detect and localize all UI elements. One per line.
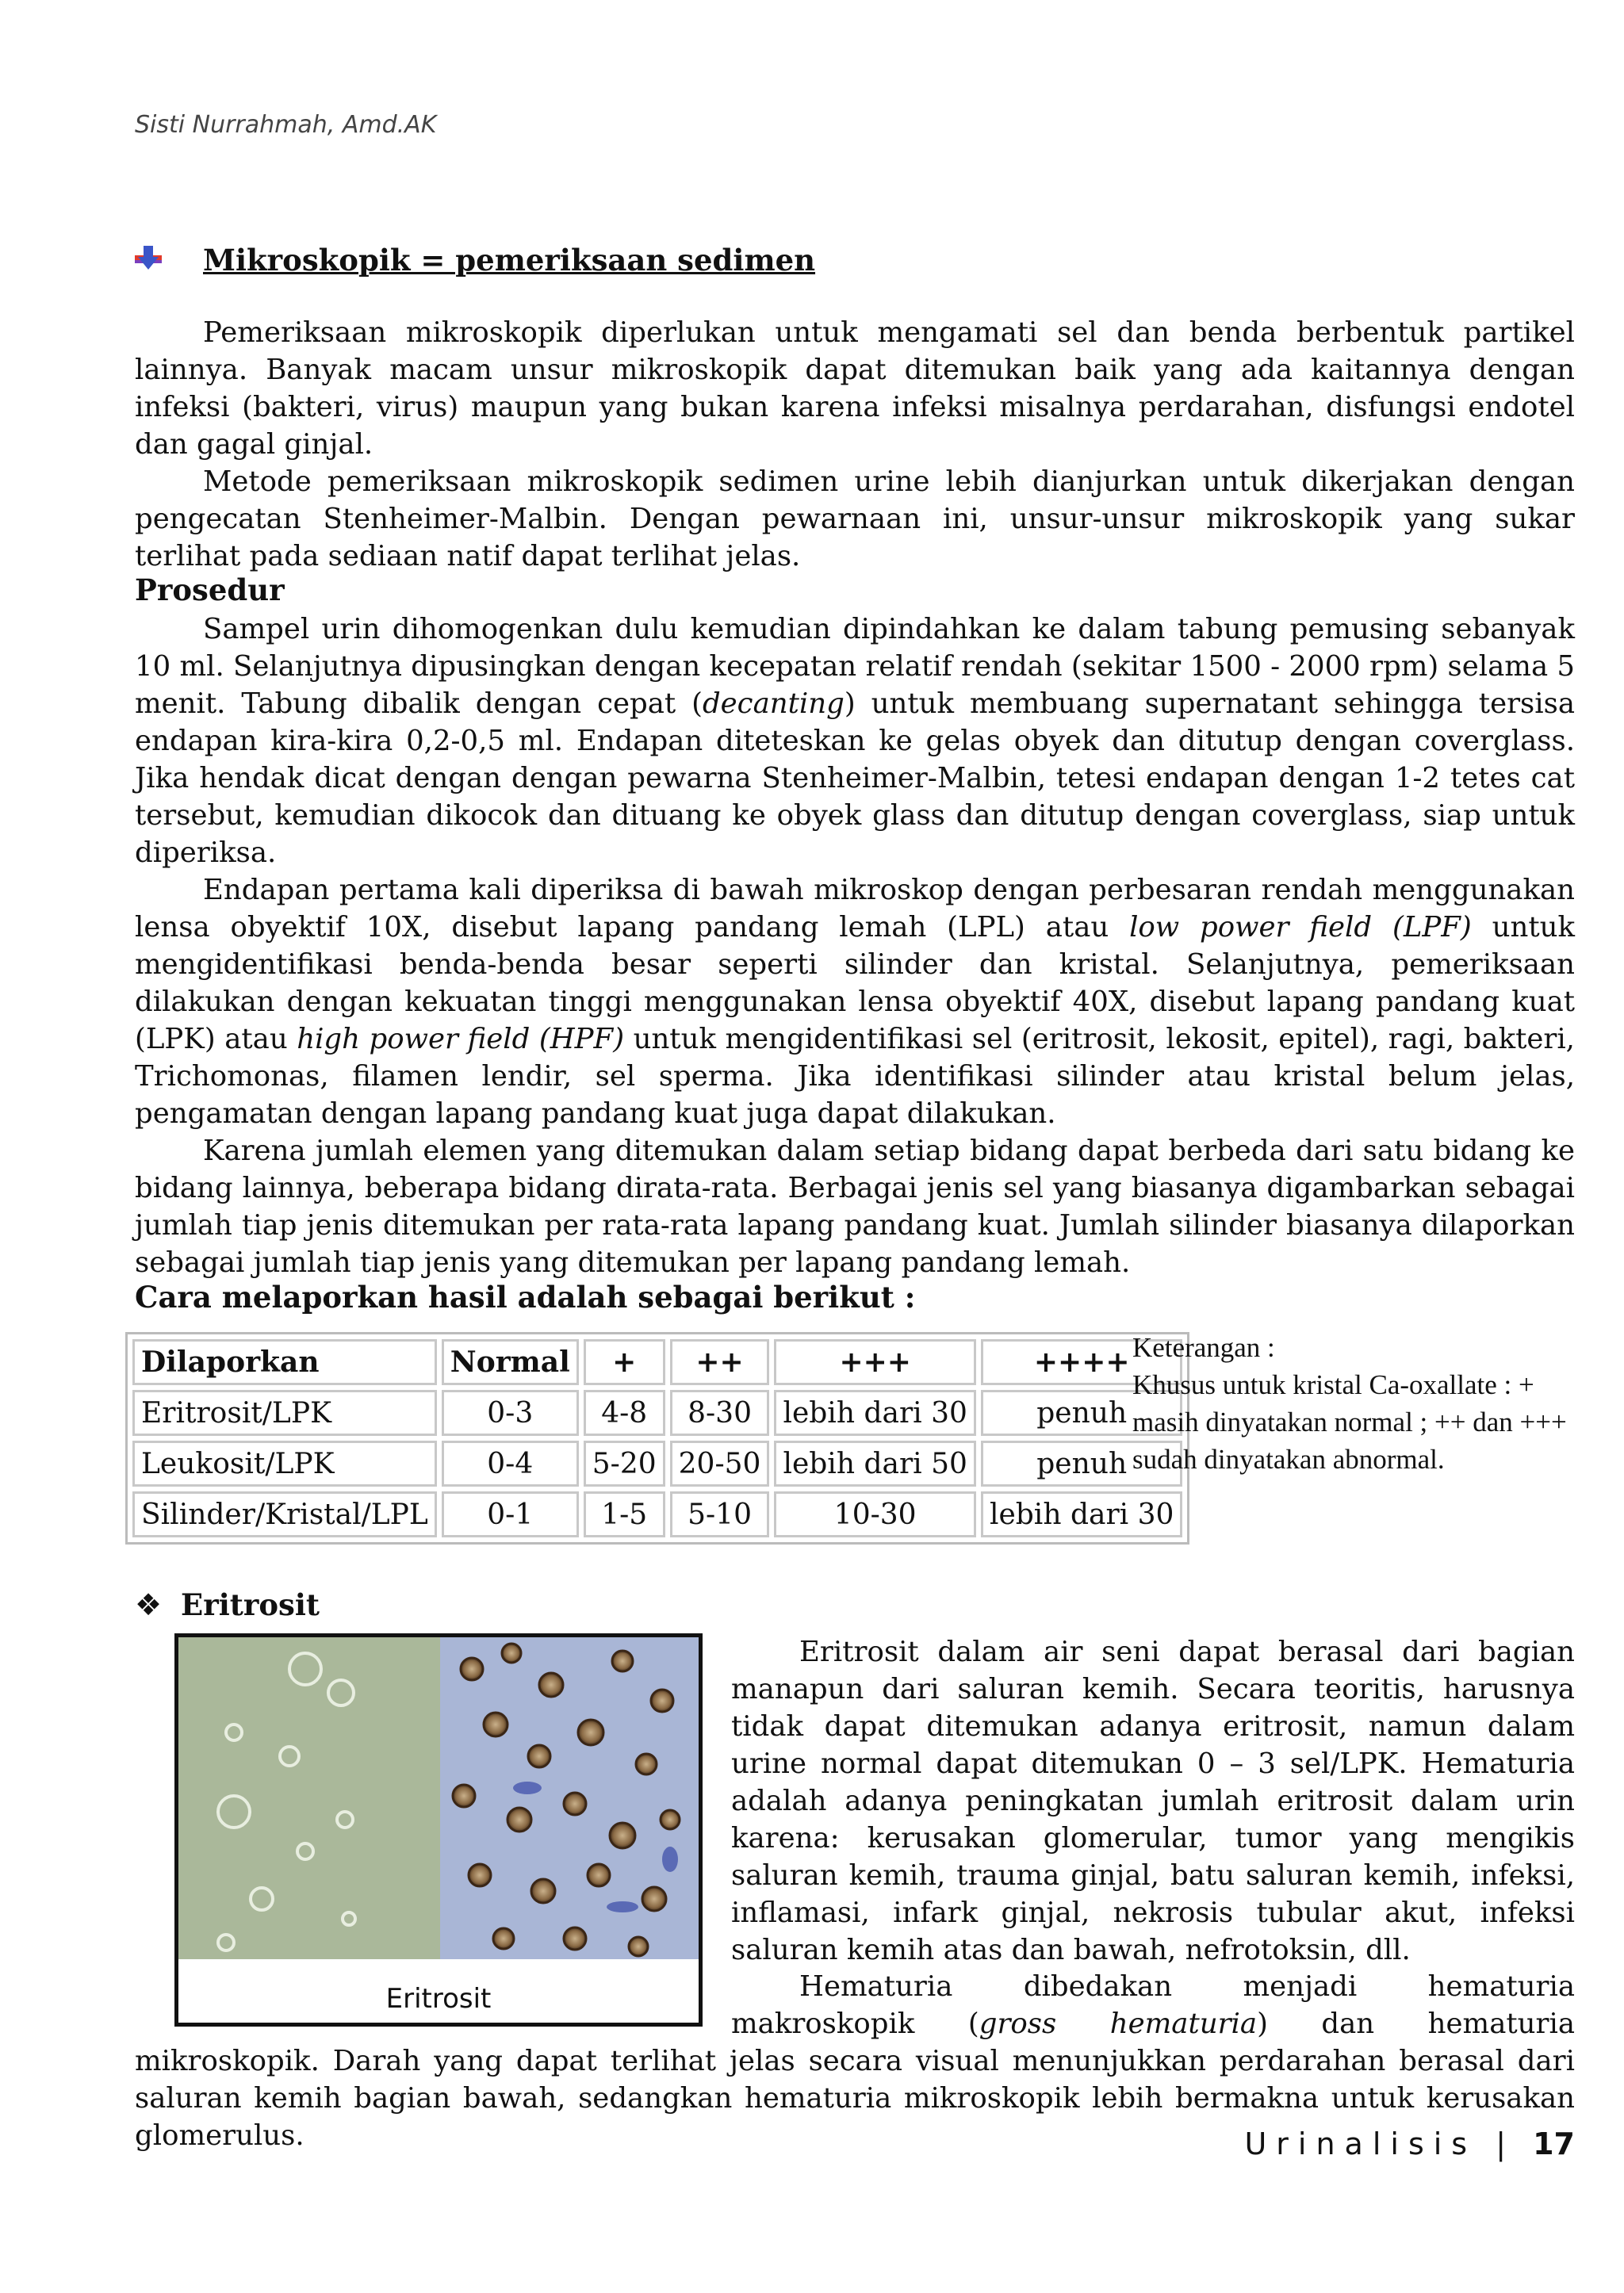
note-body: Khusus untuk kristal Ca-oxallate : + masih dinyatakan normal ; ++ dan +++ sudah dinyatakan abnormal. — [1132, 1369, 1567, 1475]
table-cell: 8-30 — [670, 1390, 770, 1436]
table-cell: penuh — [981, 1390, 1183, 1436]
page-number: 17 — [1533, 2126, 1575, 2161]
table-header-row — [132, 1339, 1182, 1385]
table-row — [132, 1441, 1182, 1487]
table-cell: lebih dari 50 — [774, 1441, 976, 1487]
prosedur-paragraph-1: Sampel urin dihomogenkan dulu kemudian dipindahkan ke dalam tabung pemusing sebanyak 10 ml. Selanjutnya dipusingkan dengan kecepatan relatif rendah (sekitar 1500 - 2000 rpm) selama 5 menit. Tabung dibalik dengan cepat (decanting) untuk membuang supernatant sehingga tersisa endapan kira-kira 0,2-0,5 ml. Endapan diteteskan ke gelas obyek dan ditutup dengan coverglass. Jika hendak dicat dengan dengan pewarna Stenheimer-Malbin, tetesi endapan dengan 1-2 tetes cat tersebut, kemudian dikocok dan dituang ke obyek glass dan ditutup dengan coverglass, siap untuk diperiksa. — [135, 613, 1576, 869]
table-note — [1132, 1329, 1600, 1478]
table-cell: 4-8 — [584, 1390, 665, 1436]
table-row — [132, 1390, 1182, 1436]
prosedur-text — [135, 611, 1575, 1281]
table-cell: lebih dari 30 — [774, 1390, 976, 1436]
micrograph-image — [178, 1637, 699, 2023]
eritrosit-text — [731, 1633, 1575, 1969]
note-title: Keterangan : — [1132, 1332, 1275, 1363]
float-spacer — [135, 1968, 731, 2042]
intro-paragraph-2: Metode pemeriksaan mikroskopik sedimen urine lebih dianjurkan untuk dikerjakan dengan pengecatan Stenheimer-Malbin. Dengan pewarnaan ini, unsur-unsur mikroskopik yang sukar terlihat pada sediaan natif dapat terlihat jelas. — [135, 465, 1575, 572]
column-header: +++ — [774, 1339, 976, 1385]
hematuria-paragraph: Hematuria dibedakan menjadi hematuria makroskopik (gross hematuria) dan hematuria mikroskopik. Darah yang dapat terlihat jelas secara visual menunjukkan perdarahan berasal dari saluran kemih bagian bawah, sedangkan hematuria mikroskopik lebih bermakna untuk kerusakan glomerulus. — [135, 1970, 1575, 2152]
table-cell: Leukosit/LPK — [132, 1441, 437, 1487]
prosedur-paragraph-2: Endapan pertama kali diperiksa di bawah mikroskop dengan perbesaran rendah menggunakan lensa obyektif 10X, disebut lapang pandang lemah (LPL) atau low power field (LPF) untuk mengidentifikasi benda-benda besar seperti silinder dan kristal. Selanjutnya, pemeriksaan dilakukan dengan kekuatan tinggi menggunakan lensa obyektif 40X, disebut lapang pandang kuat (LPK) atau high power field (HPF) untuk mengidentifikasi sel (eritrosit, lekosit, epitel), ragi, bakteri, Trichomonas, filamen lendir, sel sperma. Jika identifikasi silinder atau kristal belum jelas, pengamatan dengan lapang pandang kuat juga dapat dilakukan. — [135, 874, 1576, 1130]
column-header: ++++ — [981, 1339, 1183, 1385]
prosedur-heading: Prosedur — [135, 572, 285, 607]
header-author: Sisti Nurrahmah, Amd.AK — [135, 111, 437, 139]
micrograph-caption: Eritrosit — [385, 1983, 492, 2015]
table-cell: 0-4 — [442, 1441, 579, 1487]
arrow-bullet-icon — [135, 246, 162, 273]
table-cell: lebih dari 30 — [981, 1491, 1183, 1537]
eritrosit-paragraph-1: Eritrosit dalam air seni dapat berasal dari bagian manapun dari saluran kemih. Secara teoritis, harusnya tidak dapat ditemukan adanya eritrosit, namun dalam urine normal dapat ditemukan 0 – 3 sel/LPK. Hematuria adalah adanya peningkatan jumlah eritrosit dalam urin karena: kerusakan glomerular, tumor yang mengikis saluran kemih, trauma ginjal, batu saluran kemih, infeksi, inflamasi, infark ginjal, nekrosis tubular akut, infeksi saluran kemih atas dan bawah, nefrotoksin, dll. — [731, 1636, 1575, 1966]
report-table — [125, 1332, 1189, 1545]
table-cell: Silinder/Kristal/LPL — [132, 1491, 437, 1537]
eritrosit-heading: Eritrosit — [181, 1587, 320, 1622]
intro-text — [135, 314, 1575, 575]
column-header: Dilaporkan — [132, 1339, 437, 1385]
prosedur-paragraph-3: Karena jumlah elemen yang ditemukan dalam setiap bidang dapat berbeda dari satu bidang ke bidang lainnya, beberapa bidang dirata-rata. Berbagai jenis sel yang biasanya digambarkan sebagai jumlah tiap jenis ditemukan per rata-rata lapang pandang kuat. Jumlah silinder biasanya dilaporkan sebagai jumlah tiap jenis yang ditemukan per lapang pandang lemah. — [135, 1135, 1575, 1279]
table-cell: 5-20 — [584, 1441, 665, 1487]
footer-separator: | — [1496, 2126, 1507, 2161]
page-footer — [1244, 2126, 1575, 2161]
column-header: Normal — [442, 1339, 579, 1385]
table-cell: Eritrosit/LPK — [132, 1390, 437, 1436]
section-title: Mikroskopik = pemeriksaan sedimen — [203, 243, 816, 278]
report-heading: Cara melaporkan hasil adalah sebagai berikut : — [135, 1280, 916, 1315]
intro-paragraph-1: Pemeriksaan mikroskopik diperlukan untuk mengamati sel dan benda berbentuk partikel lainnya. Banyak macam unsur mikroskopik dapat ditemukan baik yang ada kaitannya dengan infeksi (bakteri, virus) maupun yang bukan karena infeksi misalnya perdarahan, disfungsi endotel dan gagal ginjal. — [135, 316, 1575, 461]
table-cell: 1-5 — [584, 1491, 665, 1537]
footer-label: Urinalisis — [1244, 2126, 1477, 2161]
table-cell: 20-50 — [670, 1441, 770, 1487]
table-cell: 0-1 — [442, 1491, 579, 1537]
table-cell: penuh — [981, 1441, 1183, 1487]
table-cell: 10-30 — [774, 1491, 976, 1537]
column-header: + — [584, 1339, 665, 1385]
diamond-bullet-icon: ❖ — [135, 1587, 163, 1622]
table-cell: 5-10 — [670, 1491, 770, 1537]
column-header: ++ — [670, 1339, 770, 1385]
table-row — [132, 1491, 1182, 1537]
table-cell: 0-3 — [442, 1390, 579, 1436]
